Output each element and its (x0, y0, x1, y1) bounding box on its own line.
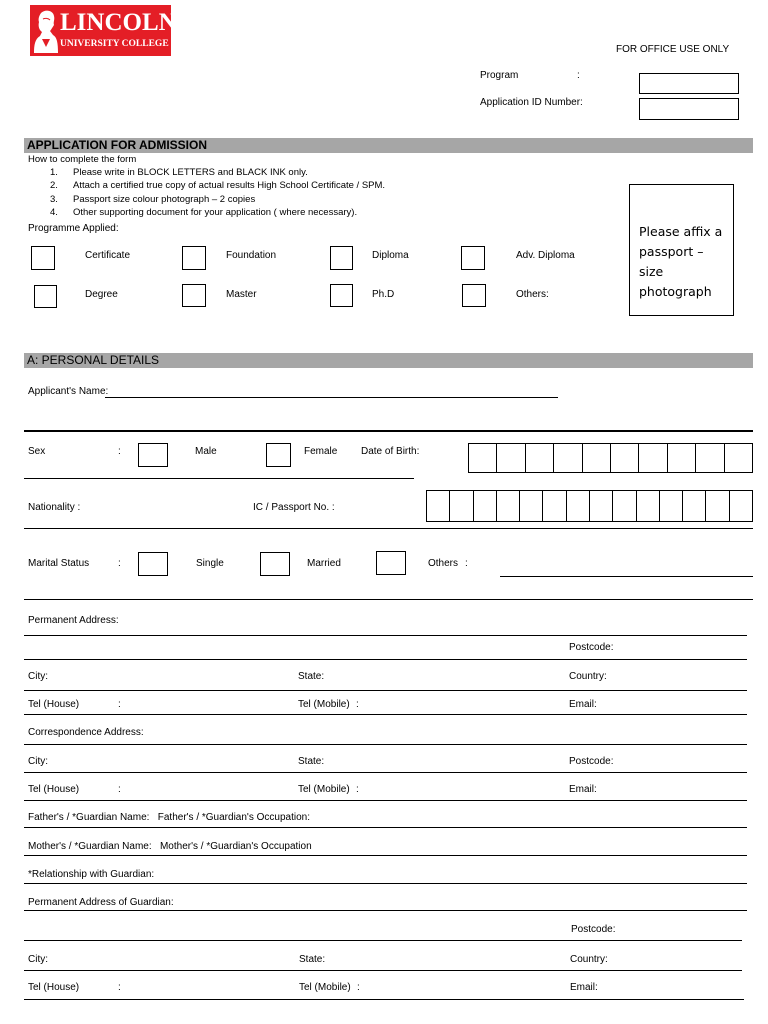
permanent-address-label: Permanent Address: (28, 615, 119, 626)
state-label: State: (299, 954, 326, 965)
divider (24, 772, 747, 773)
postcode-label: Postcode: (569, 642, 614, 653)
email-label: Email: (570, 982, 598, 993)
date-of-birth-field[interactable] (468, 443, 753, 473)
state-label: State: (298, 671, 325, 682)
state-label: State: (298, 756, 325, 767)
marital-others-label: Others (428, 558, 459, 569)
applicant-name-label: Applicant's Name: (28, 386, 109, 397)
lincoln-portrait-icon (33, 9, 59, 53)
correspondence-address-label: Correspondence Address: (28, 727, 144, 738)
divider (24, 970, 742, 971)
divider (24, 478, 414, 479)
program-colon: : (577, 70, 580, 81)
phd-label: Ph.D (372, 289, 395, 300)
relationship-guardian-label: *Relationship with Guardian: (28, 869, 155, 880)
divider (24, 744, 747, 745)
personal-details-header (24, 353, 753, 368)
tel-mobile-colon: : (356, 784, 359, 795)
marital-others-colon: : (465, 558, 468, 569)
application-id-field[interactable] (639, 98, 739, 120)
divider (24, 635, 747, 636)
city-label: City: (28, 954, 48, 965)
how-to-complete: How to complete the form (28, 154, 137, 165)
divider (24, 910, 747, 911)
email-label: Email: (569, 699, 597, 710)
tel-house-colon: : (118, 784, 121, 795)
ic-passport-label: IC / Passport No. : (253, 502, 335, 513)
foundation-label: Foundation (226, 250, 277, 261)
degree-label: Degree (85, 289, 118, 300)
married-checkbox[interactable] (260, 552, 290, 576)
office-use-title: FOR OFFICE USE ONLY (616, 44, 730, 55)
step-text: Passport size colour photograph – 2 copies (73, 194, 256, 205)
lincoln-logo (30, 5, 177, 56)
step-number: 2. (50, 180, 58, 191)
divider (24, 800, 747, 801)
marital-colon: : (118, 558, 121, 569)
programme-applied-label: Programme Applied: (28, 223, 119, 234)
applicant-name-line[interactable] (105, 397, 558, 398)
guardian-address-label: Permanent Address of Guardian: (28, 897, 174, 908)
foundation-checkbox[interactable] (182, 246, 206, 270)
step-number: 1. (50, 167, 58, 178)
certificate-checkbox[interactable] (31, 246, 55, 270)
application-id-label: Application ID Number: (480, 97, 583, 108)
nationality-label: Nationality : (28, 502, 81, 513)
city-label: City: (28, 671, 48, 682)
step-number: 4. (50, 207, 58, 218)
tel-mobile-label: Tel (Mobile) (298, 699, 350, 710)
divider (24, 430, 753, 432)
marital-others-checkbox[interactable] (376, 551, 406, 575)
divider (24, 599, 753, 600)
others-checkbox[interactable] (462, 284, 486, 307)
master-label: Master (226, 289, 257, 300)
postcode-label: Postcode: (571, 924, 616, 935)
admission-title: APPLICATION FOR ADMISSION (27, 138, 207, 152)
program-label: Program (480, 70, 519, 81)
date-of-birth-label: Date of Birth: (361, 446, 420, 457)
country-label: Country: (569, 671, 607, 682)
tel-house-colon: : (118, 699, 121, 710)
logo-name: LINCOLN (60, 9, 177, 36)
diploma-label: Diploma (372, 250, 409, 261)
marital-status-label: Marital Status (28, 558, 90, 569)
photo-instruction: Please affix a passport – size photograph (639, 224, 723, 299)
divider (24, 999, 744, 1000)
sex-colon: : (118, 446, 121, 457)
divider (24, 659, 747, 660)
email-label: Email: (569, 784, 597, 795)
tel-mobile-label: Tel (Mobile) (299, 982, 351, 993)
step-text: Other supporting document for your application ( where necessary). (73, 207, 358, 218)
program-field[interactable] (639, 73, 739, 94)
step-text: Please write in BLOCK LETTERS and BLACK INK only. (73, 167, 308, 178)
photo-placeholder[interactable] (629, 184, 734, 316)
others-label: Others: (516, 289, 549, 300)
admission-header (24, 138, 753, 153)
adv-diploma-checkbox[interactable] (461, 246, 485, 270)
adv-diploma-label: Adv. Diploma (516, 250, 575, 261)
divider (24, 855, 747, 856)
married-label: Married (307, 558, 341, 569)
female-label: Female (304, 446, 338, 457)
diploma-checkbox[interactable] (330, 246, 353, 270)
tel-house-label: Tel (House) (28, 982, 80, 993)
female-checkbox[interactable] (266, 443, 291, 467)
postcode-label: Postcode: (569, 756, 614, 767)
tel-mobile-label: Tel (Mobile) (298, 784, 350, 795)
master-checkbox[interactable] (182, 284, 206, 307)
country-label: Country: (570, 954, 608, 965)
tel-mobile-colon: : (357, 982, 360, 993)
divider (24, 827, 747, 828)
degree-checkbox[interactable] (34, 285, 57, 308)
tel-house-colon: : (118, 982, 121, 993)
single-label: Single (196, 558, 224, 569)
tel-mobile-colon: : (356, 699, 359, 710)
male-checkbox[interactable] (138, 443, 168, 467)
tel-house-label: Tel (House) (28, 784, 80, 795)
certificate-label: Certificate (85, 250, 131, 261)
ic-passport-field[interactable] (426, 490, 753, 522)
single-checkbox[interactable] (138, 552, 168, 576)
father-guardian-label: Father's / *Guardian Name: Father's / *Guardian's Occupation: (28, 812, 310, 823)
personal-details-title: A: PERSONAL DETAILS (27, 353, 160, 367)
divider (24, 690, 747, 691)
city-label: City: (28, 756, 48, 767)
divider (24, 714, 747, 715)
mother-guardian-label: Mother's / *Guardian Name: Mother's / *Guardian's Occupation (28, 841, 312, 852)
phd-checkbox[interactable] (330, 284, 353, 307)
tel-house-label: Tel (House) (28, 699, 80, 710)
divider (24, 528, 753, 529)
divider (24, 883, 747, 884)
step-text: Attach a certified true copy of actual results High School Certificate / SPM. (73, 180, 386, 191)
step-number: 3. (50, 194, 58, 205)
sex-label: Sex (28, 446, 46, 457)
marital-others-line[interactable] (500, 576, 753, 577)
logo-subtitle: UNIVERSITY COLLEGE (60, 39, 169, 49)
divider (24, 940, 742, 941)
male-label: Male (195, 446, 217, 457)
